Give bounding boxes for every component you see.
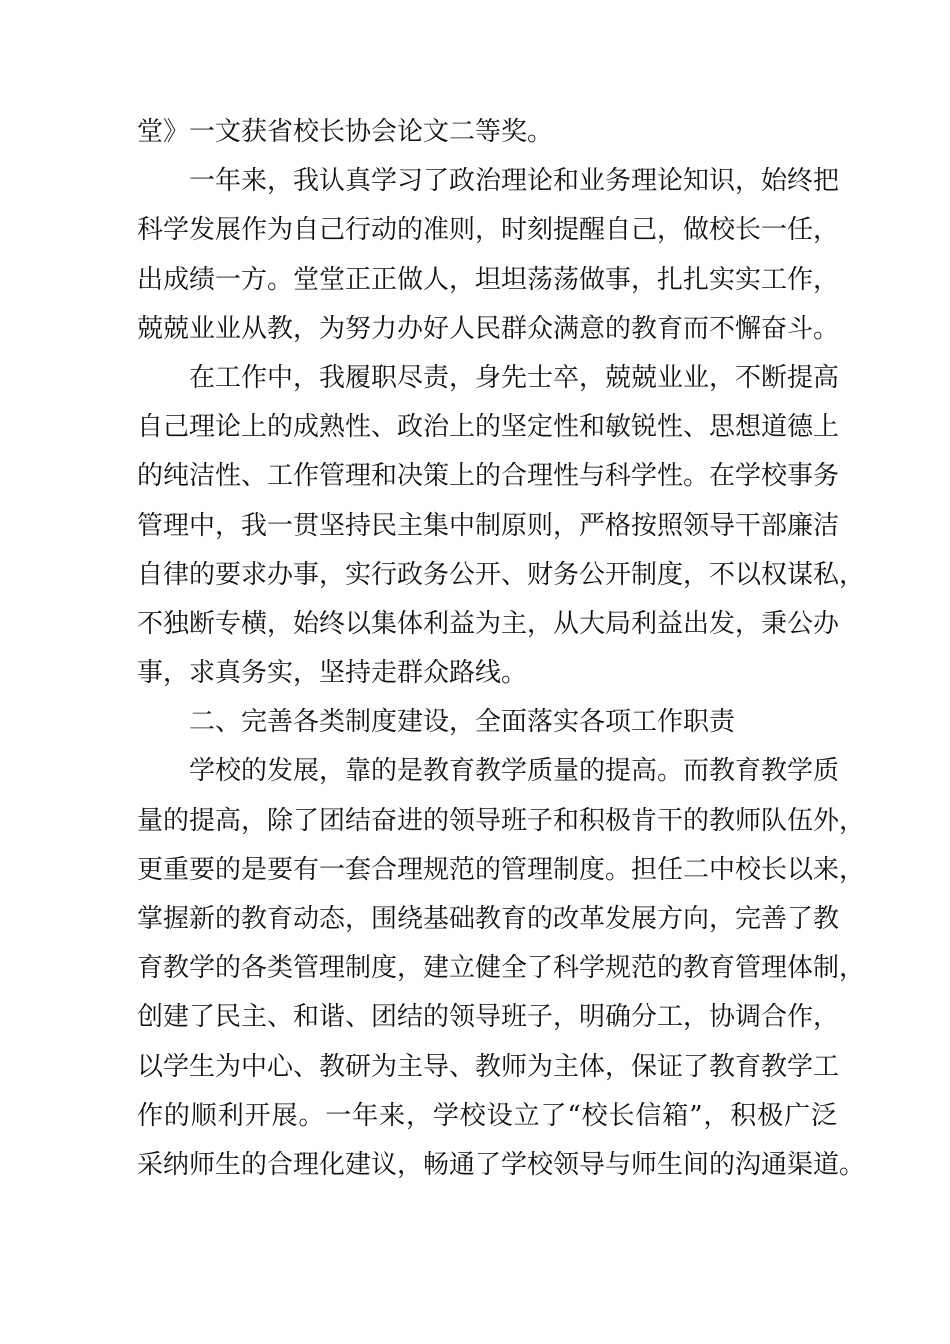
- text-line: 一年来，我认真学习了政治理论和业务理论知识，始终把: [189, 166, 840, 197]
- text-line: 科学发展作为自己行动的准则，时刻提醒自己，做校长一任，: [137, 215, 840, 246]
- text-line: 育教学的各类管理制度，建立健全了科学规范的教育管理体制，: [137, 953, 866, 984]
- text-line: 的纯洁性、工作管理和决策上的合理性与科学性。在学校事务: [137, 461, 840, 492]
- text-line: 不独断专横，始终以集体利益为主，从大局利益出发，秉公办: [137, 608, 840, 639]
- text-line: 学校的发展，靠的是教育教学质量的提高。而教育教学质: [189, 756, 840, 787]
- text-line: 作的顺利开展。一年来，学校设立了“校长信箱”，积极广泛: [137, 1100, 837, 1131]
- document-body: [137, 108, 866, 1190]
- text-line: 事，求真务实，坚持走群众路线。: [137, 658, 528, 689]
- text-line: 以学生为中心、教研为主导、教师为主体，保证了教育教学工: [137, 1051, 840, 1082]
- text-line: 采纳师生的合理化建议，畅通了学校领导与师生间的沟通渠道。: [137, 1149, 866, 1180]
- text-line: 掌握新的教育动态，围绕基础教育的改革发展方向，完善了教: [137, 904, 840, 934]
- text-line: 出成绩一方。堂堂正正做人，坦坦荡荡做事，扎扎实实工作，: [137, 264, 840, 295]
- text-line: 堂》一文获省校长协会论文二等奖。: [137, 117, 554, 147]
- text-line: 兢兢业业从教，为努力办好人民群众满意的教育而不懈奋斗。: [137, 313, 840, 344]
- text-line: 自己理论上的成熟性、政治上的坚定性和敏锐性、思想道德上: [137, 412, 840, 443]
- text-line: 创建了民主、和谐、团结的领导班子，明确分工，协调合作，: [137, 1002, 840, 1033]
- text-line: 在工作中，我履职尽责，身先士卒，兢兢业业，不断提高: [189, 362, 840, 393]
- text-line: 量的提高，除了团结奋进的领导班子和积极肯干的教师队伍外，: [137, 805, 866, 836]
- text-line: 更重要的是要有一套合理规范的管理制度。担任二中校长以来，: [137, 854, 866, 885]
- text-line: 自律的要求办事，实行政务公开、财务公开制度，不以权谋私，: [137, 559, 866, 590]
- text-line: 管理中，我一贯坚持民主集中制原则，严格按照领导干部廉洁: [137, 510, 840, 541]
- section-heading: 二、完善各类制度建设，全面落实各项工作职责: [189, 707, 736, 738]
